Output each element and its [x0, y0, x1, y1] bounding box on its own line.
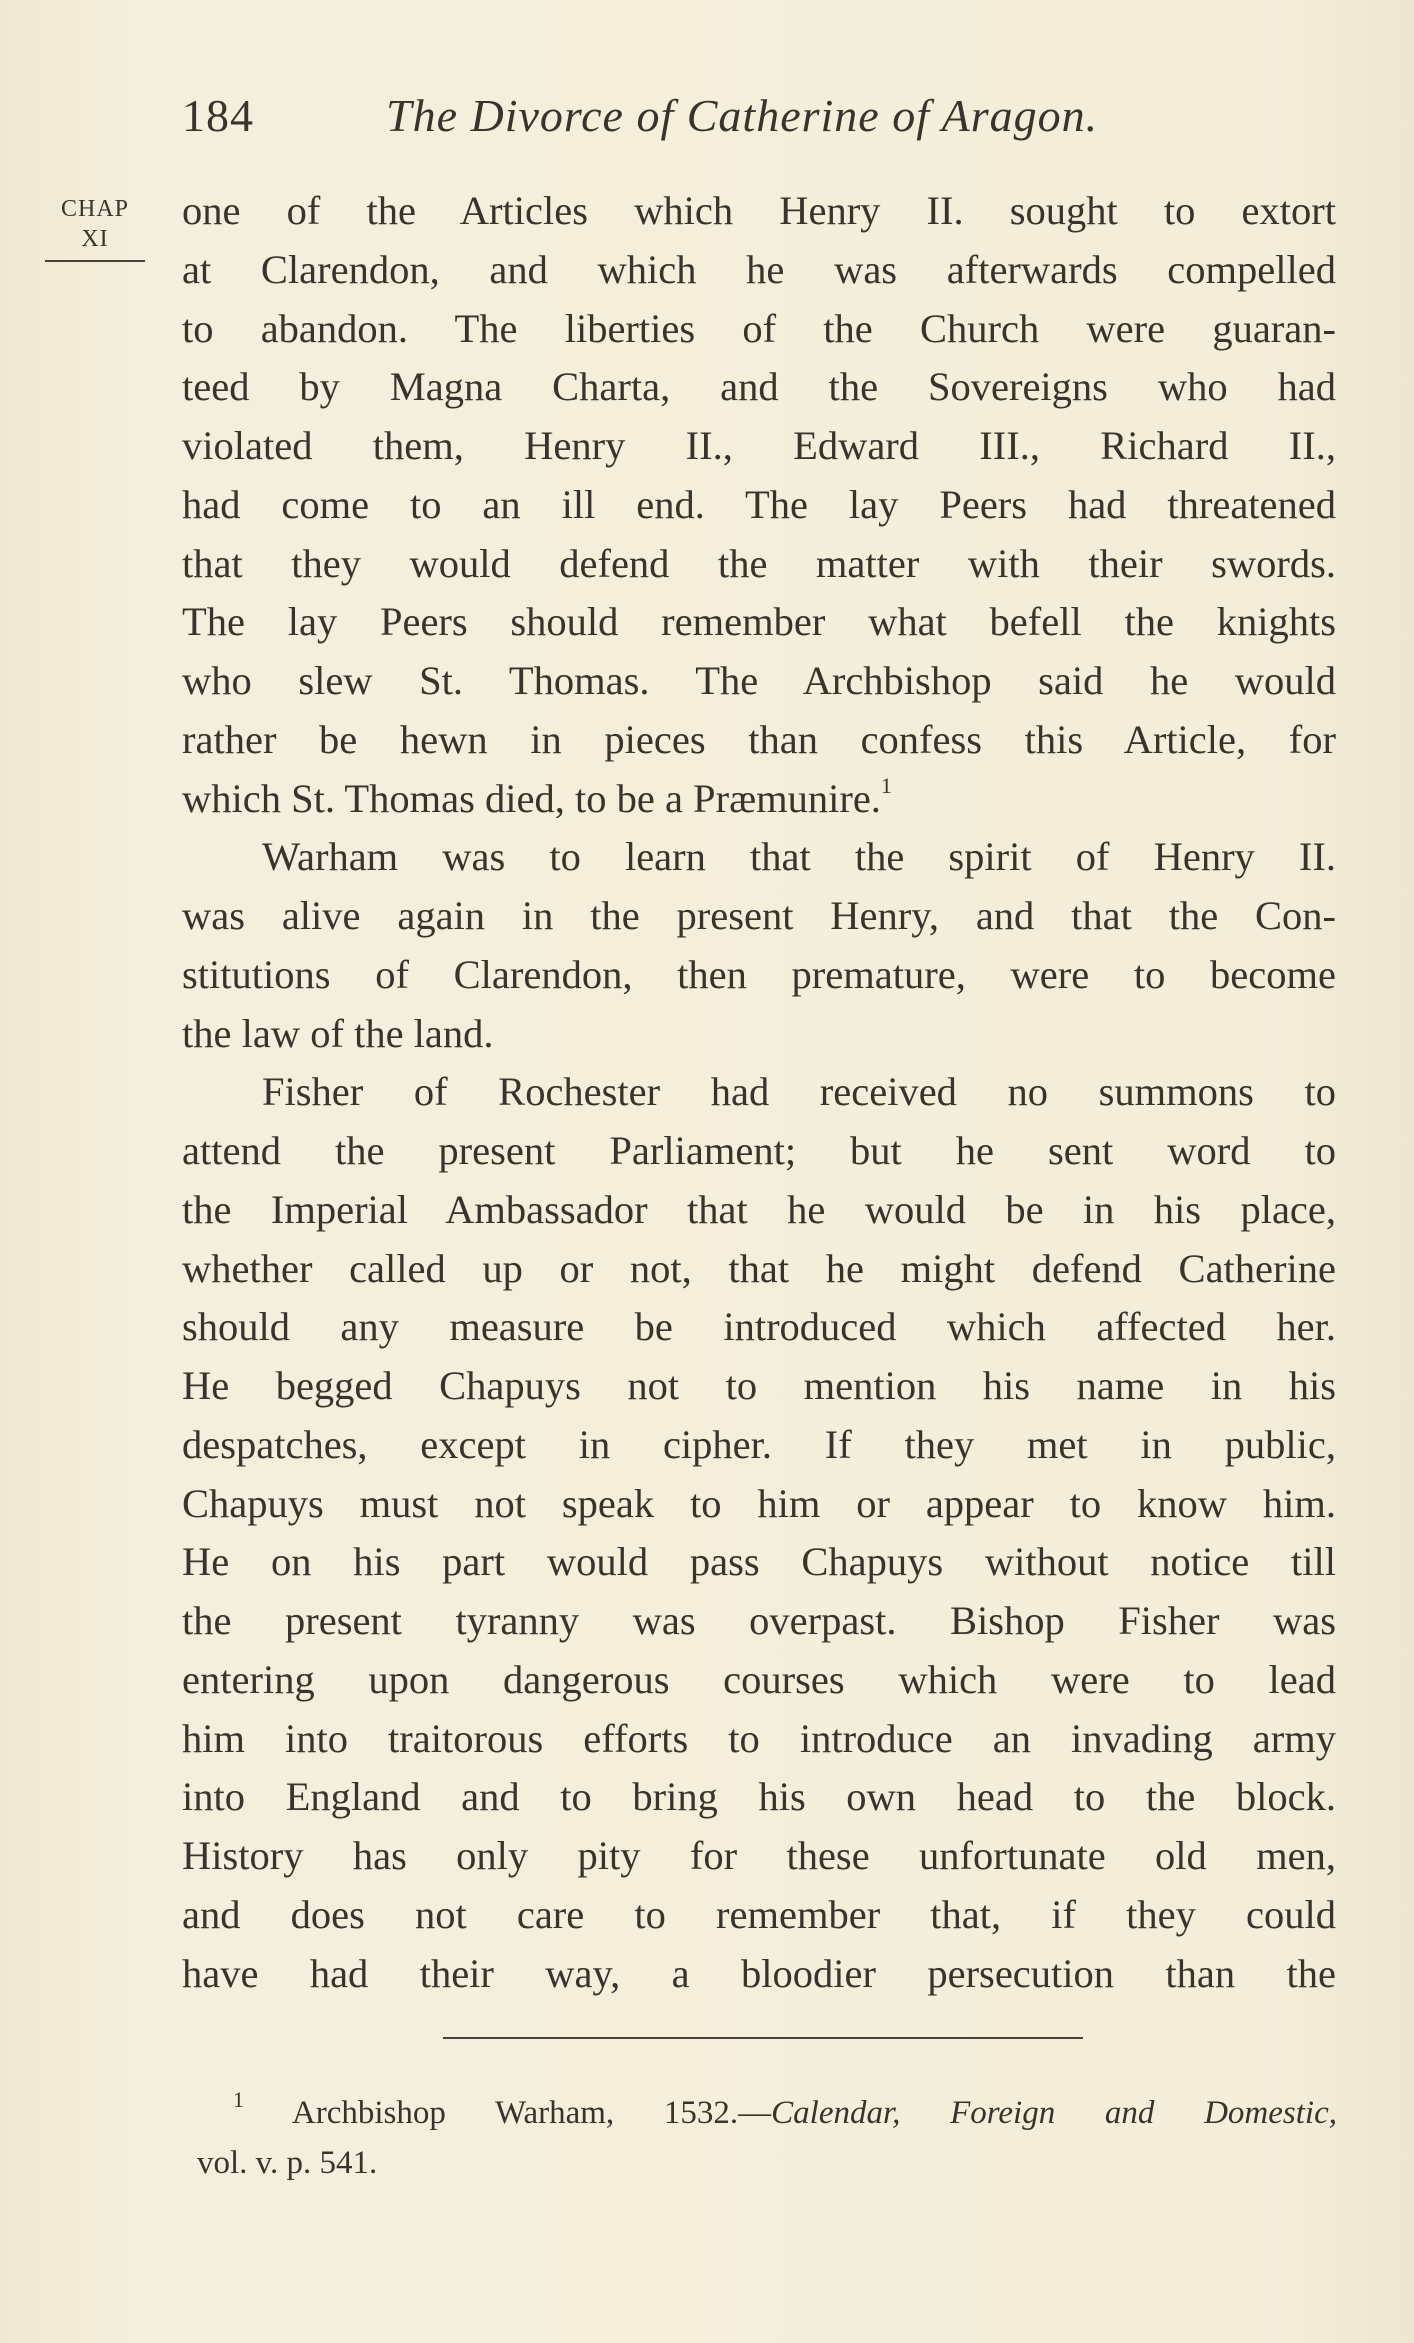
text-line: to abandon. The liberties of the Church were guaran-	[182, 305, 1336, 351]
text-line: that they would defend the matter with their swords.	[182, 540, 1336, 586]
text-line: violated them, Henry II., Edward III., Richard II.,	[182, 423, 1336, 468]
text-line: entering upon dangerous courses which were to lead	[182, 1656, 1336, 1702]
footnote-line-2: vol. v. p. 541.	[197, 2145, 378, 2181]
text-line: attend the present Parliament; but he sent word to	[182, 1128, 1336, 1173]
footnote-marker: 1	[233, 2087, 244, 2112]
footnote-reference: 1	[880, 773, 892, 798]
text-line: him into traitorous efforts to introduce an invading army	[182, 1715, 1336, 1761]
text-line: History has only pity for these unfortunate old men,	[182, 1833, 1336, 1878]
text-line: had come to an ill end. The lay Peers had threatened	[182, 481, 1336, 527]
text-line: The lay Peers should remember what befell the knights	[182, 599, 1336, 645]
text-line: whether called up or not, that he might defend Catherine	[182, 1245, 1336, 1291]
text-line: at Clarendon, and which he was afterwards compelled	[182, 246, 1336, 292]
text-line: teed by Magna Charta, and the Sovereigns who had	[182, 364, 1336, 410]
chapter-label: CHAP	[60, 196, 130, 222]
text-line: stitutions of Clarendon, then premature, were to become	[182, 951, 1336, 997]
text-line: despatches, except in cipher. If they met in public,	[182, 1421, 1336, 1467]
text-line: the law of the land.	[182, 1010, 494, 1056]
text-line: Chapuys must not speak to him or appear to know him.	[182, 1480, 1336, 1526]
text-line: rather be hewn in pieces than confess this Article, for	[182, 716, 1336, 762]
text-line: the Imperial Ambassador that he would be in his place,	[182, 1186, 1336, 1232]
footnote	[197, 2088, 1337, 2188]
text-line: was alive again in the present Henry, and that the Con-	[182, 893, 1336, 938]
footnote-lead: Archbishop Warham, 1532.—	[291, 2095, 772, 2131]
chapter-margin-note	[40, 194, 150, 262]
text-line: and does not care to remember that, if they could	[182, 1891, 1336, 1937]
text-line: He on his part would pass Chapuys without notice till	[182, 1539, 1336, 1585]
running-head	[182, 86, 1162, 146]
paragraph-first-line: Fisher of Rochester had received no summons to	[262, 1069, 1336, 1115]
body-text	[182, 182, 1336, 2003]
text-line: should any measure be introduced which affected her.	[182, 1304, 1336, 1350]
footnote-line	[197, 2088, 1337, 2138]
footnote-citation: Calendar, Foreign and Domestic,	[771, 2095, 1337, 2131]
paragraph-first-line: Warham was to learn that the spirit of Henry II.	[262, 834, 1336, 880]
text-line: He begged Chapuys not to mention his name in his	[182, 1363, 1336, 1408]
text-line-with-footnote	[182, 770, 1336, 829]
text-line: into England and to bring his own head to the block.	[182, 1774, 1336, 1820]
text-line: who slew St. Thomas. The Archbishop said he would	[182, 658, 1336, 703]
chapter-number: XI	[81, 226, 109, 252]
text-line: the present tyranny was overpast. Bishop Fisher was	[182, 1598, 1336, 1643]
margin-rule	[45, 260, 145, 262]
page-number: 184	[182, 90, 254, 141]
text-line: which St. Thomas died, to be a Præmunire.	[182, 775, 881, 821]
running-title: The Divorce of Catherine of Aragon.	[386, 90, 1099, 141]
footnote-rule	[443, 2037, 1083, 2039]
text-line: one of the Articles which Henry II. sought to extort	[182, 188, 1336, 233]
text-line: have had their way, a bloodier persecution than the	[182, 1950, 1336, 1996]
